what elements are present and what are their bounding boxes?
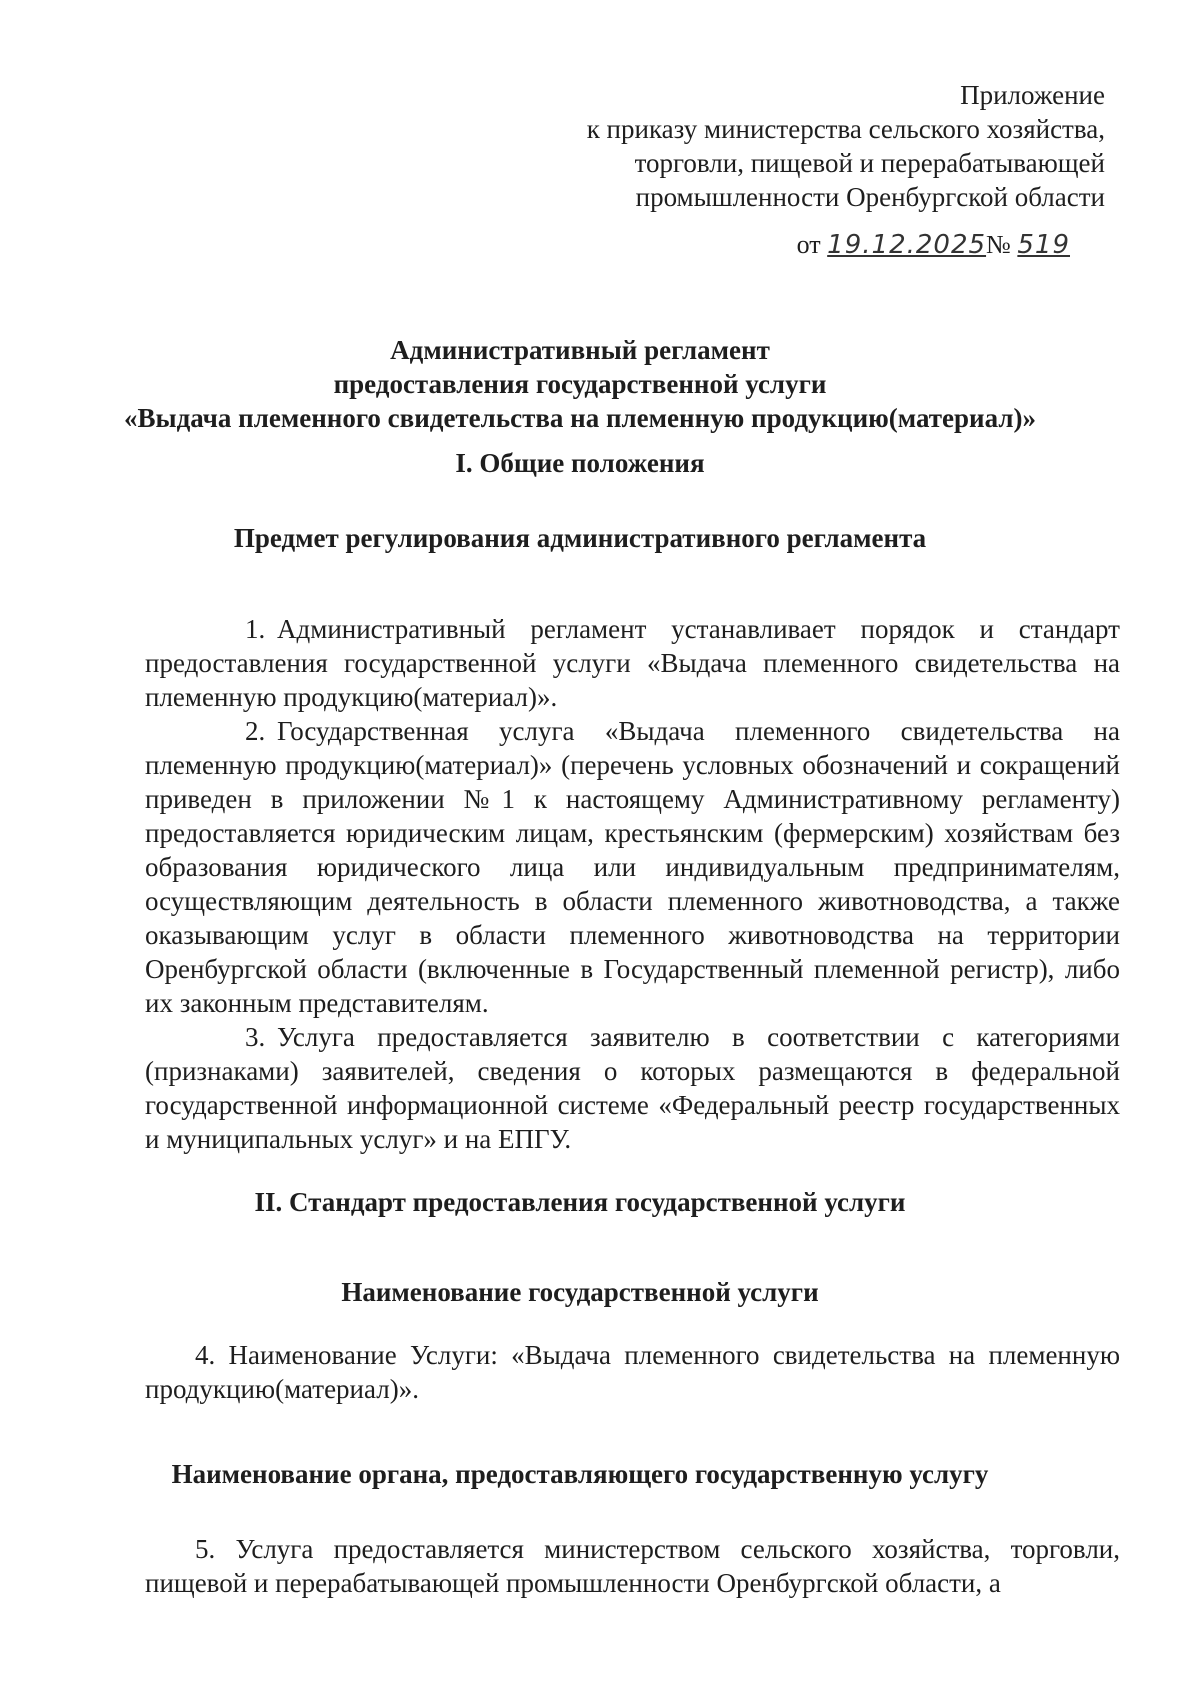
subsection-heading-authority: Наименование органа, предоставляющего государственную услугу [171,1459,989,1489]
paragraph-1 [145,612,1120,714]
appendix-line: к приказу министерства сельского хозяйства, [586,114,1105,144]
section-1-body [145,612,1120,1156]
document-title [60,333,1100,435]
section-heading-1: I. Общие положения [455,448,705,478]
paragraph-number: 2. [245,716,266,746]
paragraph-2 [145,714,1120,1020]
section-heading-2: II. Стандарт предоставления государственной услуги [254,1187,906,1217]
title-line: Административный регламент [390,335,770,365]
title-line: «Выдача племенного свидетельства на племенную продукцию(материал)» [124,403,1036,433]
approval-prefix: от [796,230,821,259]
paragraph-3 [145,1020,1120,1156]
subsection-heading-service-name: Наименование государственной услуги [341,1277,819,1307]
title-line: предоставления государственной услуги [333,369,827,399]
appendix-block [465,78,1105,214]
paragraph-number: 3. [245,1022,266,1052]
section-2-body-a [145,1338,1120,1406]
paragraph-text: Услуга предоставляется заявителю в соответствии с категориями (признаками) заявителей, сведения о которых размещаются в федеральной государственной информационной системе «Федеральный реестр государственных и муниципальных услуг» и на ЕПГУ. [145,1022,1120,1154]
appendix-line: Приложение [960,80,1105,110]
section-2-body-b [145,1532,1120,1600]
paragraph-4: 4. Наименование Услуги: «Выдача племенного свидетельства на племенную продукцию(материал)». [145,1340,1120,1404]
approval-line [797,230,1070,260]
approval-date: 19.12.2025 [827,230,987,260]
approval-number-label: № [986,230,1011,259]
appendix-line: торговли, пищевой и перерабатывающей [634,148,1105,178]
paragraph-text: Государственная услуга «Выдача племенного свидетельства на племенную продукцию(материал)» (перечень условных обозначений и сокращений приведен в приложении №1 к настоящему Административному регламенту) предоставляется юридическим лицам, крестьянским (фермерским) хозяйствам без образования юридического лица или индивидуальным предпринимателям, осуществляющим деятельность в области племенного животноводства, а также оказывающим услуг в области племенного животноводства на территории Оренбургской области (включенные в Государственный племенной регистр), либо их законным представителям. [145,716,1120,1018]
paragraph-5: 5. Услуга предоставляется министерством сельского хозяйства, торговли, пищевой и перерабатывающей промышленности Оренбургской области, а [145,1534,1120,1598]
paragraph-text: Административный регламент устанавливает порядок и стандарт предоставления государственной услуги «Выдача племенного свидетельства на племенную продукцию(материал)». [145,614,1120,712]
subsection-heading-subject: Предмет регулирования административного регламента [233,523,927,553]
appendix-line: промышленности Оренбургской области [635,182,1105,212]
paragraph-number: 1. [245,614,266,644]
approval-number: 519 [1017,230,1070,260]
